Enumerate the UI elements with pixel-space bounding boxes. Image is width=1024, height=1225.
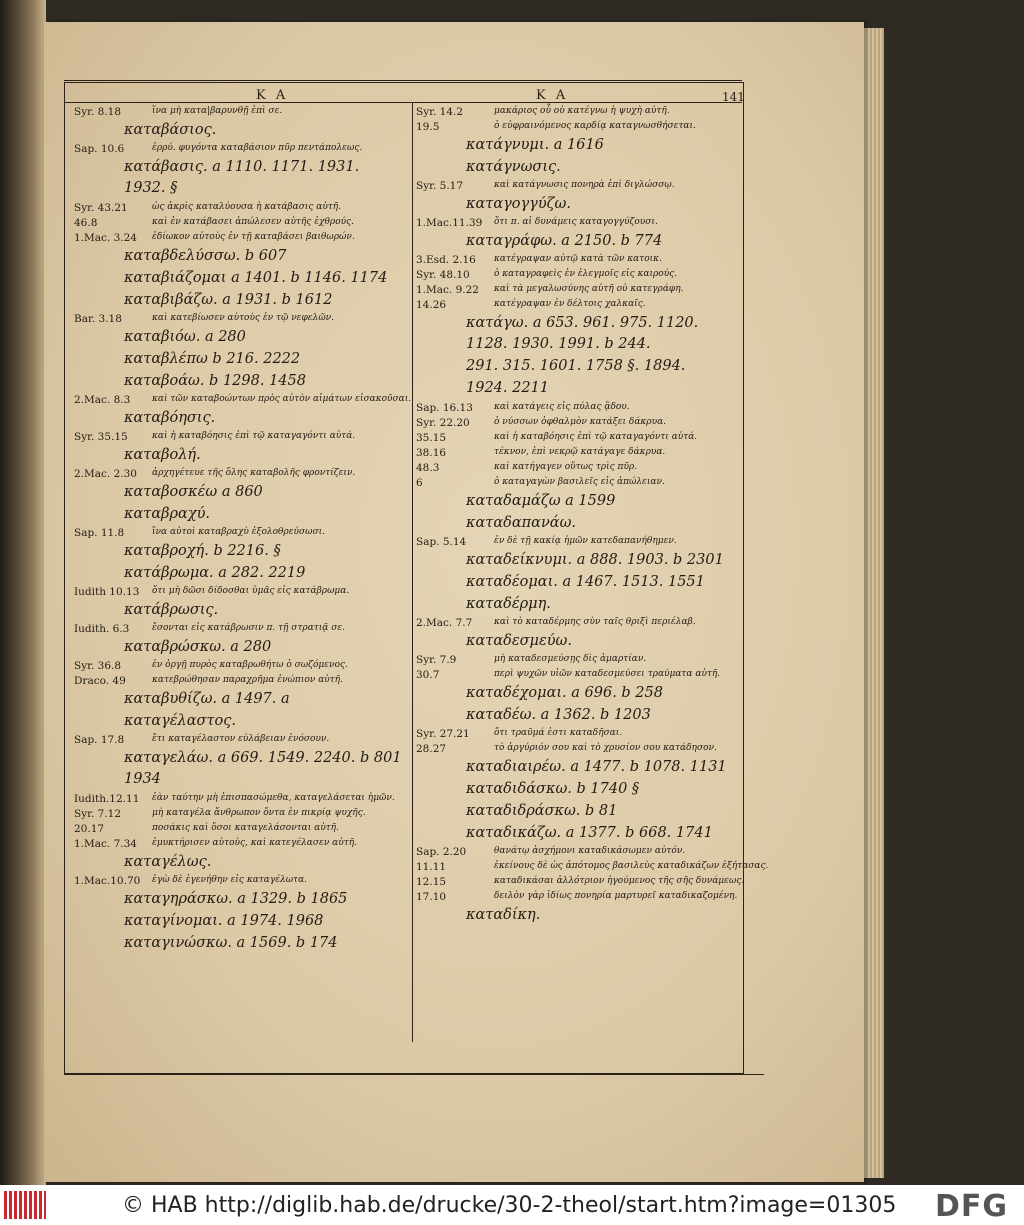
citation-row [74,734,410,749]
citation-row [416,861,769,876]
hab-logo-icon [4,1191,46,1219]
citation-row [74,394,410,409]
citation-row [416,477,742,492]
citation-row [416,669,742,684]
citation-text: ἐρρύ. φυγόντα καταβάσιον πῦρ πεντάπολεως. [152,143,363,153]
citation-text: μὴ καταγέλα ἄνθρωπον ὄντα ἐν πικρίᾳ ψυχῆς. [152,808,366,818]
lemma-text: καταγελάω. a 669. 1549. 2240. b 801 [124,750,402,766]
dfg-logo: DFG [935,1189,1009,1224]
citation-text: ἐν δὲ τῇ κακίᾳ ἡμῶν κατεδαπανήθημεν. [494,536,677,546]
citation-text: ὁ καταγραφεὶς ἐν ἐλεγμοῖς εἰς καιρούς. [494,269,678,279]
citation-reference: 48.3 [416,462,440,474]
citation-row [74,675,410,690]
citation-row [74,202,410,217]
lemma-text: 1128. 1930. 1991. b 244. [466,336,651,352]
right-header-title: K A [536,88,569,103]
lemma-text: καταδικάζω. a 1377. b 668. 1741 [466,825,713,841]
citation-text: ἐδίωκον αὐτοὺς ἐν τῇ καταβάσει βαιθωρών. [152,232,355,242]
lemma-text: 1924. 2211 [466,380,550,396]
lemma-entry [74,446,410,468]
citation-text: ὅτι τραῦμά ἐστι καταδῆσαι. [494,728,623,738]
citation-text: ὅτι μὴ δῶσι δίδοσθαι ὑμᾶς εἰς κατάβρωμα. [152,586,350,596]
lemma-entry [416,824,742,846]
lemma-text: καταγράφω. a 2150. b 774 [466,233,663,249]
header-rule [64,102,742,103]
lemma-text: καταβραχύ. [124,506,211,522]
lemma-text: καταγέλως. [124,854,212,870]
lemma-text: καταβδελύσσω. b 607 [124,248,287,264]
lemma-text: καταβροχή. b 2216. § [124,543,281,559]
lemma-text: καταβολή. [124,447,201,463]
citation-reference: Draco. 49 [74,675,126,687]
citation-reference: Syr. 35.15 [74,431,128,443]
citation-text: ἵνα μὴ κατα|βαρυνθῇ ἐπὶ σε. [152,106,283,116]
citation-reference: 1.Mac. 3.24 [74,232,137,244]
citation-row [416,743,742,758]
lemma-text: καταδιδράσκω. b 81 [466,803,618,819]
citation-reference: Syr. 22.20 [416,417,470,429]
lemma-entry [416,136,742,158]
lemma-text: κατάγνυμι. a 1616 [466,137,604,153]
lemma-entry [74,934,410,956]
citation-row [74,468,410,483]
lemma-entry [74,690,410,712]
citation-text: ὁ καταγαγὼν βασιλεῖς εἰς ἀπώλειαν. [494,477,665,487]
lemma-entry [416,232,742,254]
citation-reference: Syr. 5.17 [416,180,464,192]
citation-text: καὶ κατεβίωσεν αὐτοὺς ἐν τῷ νεφελῶν. [152,313,334,323]
lemma-text: καταδέω. a 1362. b 1203 [466,707,651,723]
lemma-text: καταβλέπω b 216. 2222 [124,351,301,367]
citation-text: ποσάκις καὶ ὅσοι καταγελάσονται αὐτῆ. [152,823,339,833]
lemma-entry [416,195,742,217]
citation-row [416,536,742,551]
citation-text: καταδικάσαι ἀλλότριον ἡγούμενος τῆς σῆς δυνάμεως. [494,876,745,886]
lemma-entry [416,514,742,536]
citation-reference: Iudith.12.11 [74,793,140,805]
lemma-text: κατάβρωμα. a 282. 2219 [124,565,306,581]
lemma-entry [416,802,742,824]
lemma-text: 1932. § [124,180,178,196]
lemma-text: καταβιόω. a 280 [124,329,246,345]
lemma-entry [416,906,742,928]
page-number: 141 [722,90,745,104]
citation-text: ἐκείνους δὲ ὡς ἀπότομος βασιλεὺς καταδικάζων ἐξήτασας. [494,861,769,871]
citation-reference: 2.Mac. 7.7 [416,617,473,629]
citation-reference: 19.5 [416,121,440,133]
lemma-text: κατάβρωσις. [124,602,219,618]
citation-row [416,891,742,906]
citation-text: κατέγραψαν αὐτῷ κατὰ τῶν κατοικ. [494,254,662,264]
citation-reference: 12.15 [416,876,447,888]
citation-row [416,462,742,477]
citation-row [416,402,742,417]
citation-text: ἐὰν ταύτην μὴ ἐπισπασώμεθα, καταγελάσεται ἡμῶν. [152,793,395,803]
lemma-text: καταδέρμη. [466,596,551,612]
bottom-rule [64,1074,764,1075]
lemma-entry [74,328,410,350]
citation-reference: 17.10 [416,891,447,903]
lemma-entry [74,372,410,394]
citation-reference: Sap. 5.14 [416,536,467,548]
citation-reference: Syr. 8.18 [74,106,122,118]
lemma-text: καταβοάω. b 1298. 1458 [124,373,306,389]
citation-row [74,660,410,675]
citation-row [74,106,410,121]
citation-text: ὁ εὐφραινόμενος καρδίᾳ καταγνωσθήσεται. [494,121,696,131]
scanned-page [44,22,864,1182]
citation-row [416,217,742,232]
citation-reference: 1.Mac.11.39 [416,217,483,229]
lemma-text: καταδιδάσκω. b 1740 § [466,781,640,797]
page-edges [862,28,884,1178]
citation-reference: 30.7 [416,669,440,681]
citation-reference: 20.17 [74,823,105,835]
citation-reference: Syr. 43.21 [74,202,128,214]
citation-text: καὶ κατάγεις εἰς πύλας ᾅδου. [494,402,630,412]
lemma-entry [74,601,410,623]
citation-reference: Sap. 17.8 [74,734,125,746]
lemma-text: καταβυθίζω. a 1497. a [124,691,290,707]
citation-row [416,617,742,632]
lemma-text: 291. 315. 1601. 1758 §. 1894. [466,358,686,374]
citation-text: καὶ ἐν κατάβασει ἀπώλεσεν αὐτῆς ἐχθρούς. [152,217,354,227]
lemma-text: καταγέλαστος. [124,713,236,729]
citation-row [74,808,410,823]
citation-text: περὶ ψυχῶν υἱῶν καταδεσμεύσει τραύματα αὐτῆ. [494,669,721,679]
lemma-entry [416,358,742,380]
lemma-entry [74,890,410,912]
citation-row [416,447,742,462]
citation-text: καὶ κατήγαγεν οὕτως τρὶς πῦρ. [494,462,638,472]
lemma-text: καταβόησις. [124,410,216,426]
citation-row [74,143,410,158]
citation-text: κατεβρώθησαν παραχρῆμα ἐνώπιον αὐτῆ. [152,675,343,685]
lemma-text: καταδαπανάω. [466,515,576,531]
citation-reference: Sap. 2.20 [416,846,467,858]
lemma-text: καταδέομαι. a 1467. 1513. 1551 [466,574,705,590]
top-rule [64,80,742,81]
lemma-entry [74,564,410,586]
citation-text: καὶ τῶν καταβοώντων πρὸς αὐτὸν αἱμάτων εἰσακοῦσαι. [152,394,412,404]
lemma-entry [74,269,410,291]
citation-text: καὶ τὸ καταδέρμης σὺν ταῖς θριξὶ περιέλαβ. [494,617,696,627]
citation-row [416,106,742,121]
lemma-entry [74,853,410,875]
lemma-text: κατάγνωσις. [466,159,561,175]
lemma-text: καταδέχομαι. a 696. b 258 [466,685,663,701]
lemma-text: καταβάσιος. [124,122,217,138]
lemma-text: καταγογγύζω. [466,196,571,212]
citation-reference: Iudith. 6.3 [74,623,130,635]
citation-reference: 38.16 [416,447,447,459]
citation-row [74,838,410,853]
lemma-entry [416,632,742,654]
lemma-entry [74,350,410,372]
citation-text: καὶ τὰ μεγαλωσύνης αὐτῆ οὐ κατεγράφη. [494,284,684,294]
citation-reference: Sap. 10.6 [74,143,125,155]
citation-reference: Sap. 11.8 [74,527,125,539]
lemma-text: κατάβασις. a 1110. 1171. 1931. [124,159,360,175]
lemma-text: καταδεσμεύω. [466,633,572,649]
lemma-entry [416,758,742,780]
lemma-entry [416,684,742,706]
lemma-entry [74,638,410,660]
citation-row [416,846,742,861]
citation-reference: Syr. 14.2 [416,106,464,118]
citation-reference: 2.Mac. 8.3 [74,394,131,406]
copyright-credit[interactable]: © HAB http://diglib.hab.de/drucke/30-2-theol/start.htm?image=01305 [122,1193,897,1218]
lemma-entry [416,780,742,802]
citation-text: δειλὸν γὰρ ἰδίως πονηρία μαρτυρεῖ καταδικαζομένη. [494,891,738,901]
citation-row [416,654,742,669]
lemma-entry [416,706,742,728]
citation-text: καὶ ἡ καταβόησις ἐπὶ τῷ καταγαγόντι αὐτά. [494,432,698,442]
citation-text: μακάριος οὗ οὐ κατέγνω ἡ ψυχὴ αὐτῆ. [494,106,670,116]
citation-row [74,623,410,638]
citation-text: ὡς ἀκρὶς καταλύουσα ἡ κατάβασις αὐτῆ. [152,202,342,212]
lemma-entry [416,336,742,358]
citation-text: ἐγὼ δὲ ἐγενήθην εἰς καταγέλωτα. [152,875,308,885]
lemma-text: καταβιάζομαι a 1401. b 1146. 1174 [124,270,388,286]
citation-reference: 2.Mac. 2.30 [74,468,137,480]
citation-row [74,431,410,446]
citation-text: καὶ ἡ καταβόησις ἐπὶ τῷ καταγαγόντι αὐτά. [152,431,356,441]
citation-reference: 11.11 [416,861,447,873]
citation-reference: 1.Mac.10.70 [74,875,141,887]
citation-row [74,313,410,328]
citation-text: κατέγραψαν ἐν δέλτοις χαλκαῖς. [494,299,646,309]
lemma-entry [74,247,410,269]
citation-text: θανάτῳ ἀσχήμονι καταδικάσωμεν αὐτόν. [494,846,686,856]
citation-reference: 6 [416,477,423,489]
citation-reference: Syr. 48.10 [416,269,470,281]
citation-row [416,432,742,447]
lemma-entry [74,912,410,934]
column-divider [412,102,413,1042]
left-header-title: K A [256,88,289,103]
citation-reference: Iudith 10.13 [74,586,140,598]
lemma-entry [416,595,742,617]
citation-text: τέκνον, ἐπὶ νεκρῷ κατάγαγε δάκρυα. [494,447,666,457]
citation-text: ὁ νύσσων ὀφθαλμὸν κατάξει δάκρυα. [494,417,667,427]
lemma-entry [74,542,410,564]
citation-reference: 28.27 [416,743,447,755]
citation-row [416,299,742,314]
citation-row [416,284,742,299]
lemma-text: κατάγω. a 653. 961. 975. 1120. [466,315,699,331]
lemma-entry [74,749,410,771]
lemma-text: καταδείκνυμι. a 888. 1903. b 2301 [466,552,724,568]
citation-row [74,527,410,542]
citation-text: ἔτι καταγέλαστον εὐλάβειαν ἐνόσουν. [152,734,330,744]
lemma-entry [74,505,410,527]
citation-text: μὴ καταδεσμεύσῃς δὶς ἁμαρτίαν. [494,654,647,664]
left-column [74,106,410,956]
lemma-entry [74,771,410,793]
citation-row [74,586,410,601]
citation-row [416,417,742,432]
citation-text: ἐν ὀργῇ πυρὸς καταβρωθήτω ὁ σωζόμενος. [152,660,348,670]
lemma-entry [416,573,742,595]
lemma-entry [74,409,410,431]
book-spine [0,0,46,1185]
citation-row [416,876,745,891]
citation-reference: Sap. 16.13 [416,402,473,414]
citation-reference: 14.26 [416,299,447,311]
citation-text: ἐμυκτήρισεν αὐτοὺς, καὶ κατεγέλασεν αὐτῆ. [152,838,357,848]
lemma-entry [74,483,410,505]
lemma-entry [416,492,742,514]
lemma-entry [416,380,742,402]
citation-reference: 3.Esd. 2.16 [416,254,476,266]
citation-reference: Syr. 7.9 [416,654,457,666]
lemma-text: καταδίκη. [466,907,541,923]
citation-reference: 35.15 [416,432,447,444]
citation-reference: Bar. 3.18 [74,313,122,325]
lemma-text: καταβρώσκω. a 280 [124,639,272,655]
lemma-entry [416,158,742,180]
lemma-entry [74,121,410,143]
citation-row [416,121,742,136]
citation-text: ἀρχηγέτευε τῆς ὅλης καταβολῆς φροντίζειν. [152,468,356,478]
citation-reference: 46.8 [74,217,98,229]
lemma-entry [74,180,410,202]
lemma-text: καταβιβάζω. a 1931. b 1612 [124,292,333,308]
citation-reference: 1.Mac. 7.34 [74,838,137,850]
lemma-text: καταδιαιρέω. a 1477. b 1078. 1131 [466,759,727,775]
lemma-entry [74,291,410,313]
citation-reference: Syr. 7.12 [74,808,122,820]
citation-row [74,232,410,247]
lemma-text: καταδαμάζω a 1599 [466,493,616,509]
citation-row [74,217,410,232]
citation-row [74,793,410,808]
lemma-entry [74,158,410,180]
citation-row [74,875,410,890]
citation-text: τὸ ἀργύριόν σου καὶ τὸ χρυσίον σου κατάδησον. [494,743,717,753]
citation-reference: Syr. 36.8 [74,660,122,672]
lemma-entry [416,551,742,573]
lemma-text: καταγίνομαι. a 1974. 1968 [124,913,324,929]
citation-reference: Syr. 27.21 [416,728,470,740]
footer-bar [0,1185,1024,1225]
right-column [416,106,769,928]
lemma-text: 1934 [124,771,161,787]
citation-row [416,180,742,195]
citation-row [416,254,742,269]
citation-text: καὶ κατάγνωσις πονηρὰ ἐπὶ διγλώσσῳ. [494,180,675,190]
lemma-text: καταγινώσκω. a 1569. b 174 [124,935,338,951]
citation-text: ὅτι π. αἱ δυνάμεις καταγογγύζουσι. [494,217,658,227]
citation-row [416,269,742,284]
citation-text: ἔσονται εἰς κατάβρωσιν π. τῇ στρατιᾷ σε. [152,623,346,633]
citation-row [416,728,742,743]
lemma-text: καταγηράσκω. a 1329. b 1865 [124,891,348,907]
lemma-entry [74,712,410,734]
lemma-text: καταβοσκέω a 860 [124,484,263,500]
citation-row [74,823,410,838]
citation-text: ἵνα αὐτοὶ καταβραχὺ ἐξολοθρεύσωσι. [152,527,326,537]
lemma-entry [416,314,742,336]
citation-reference: 1.Mac. 9.22 [416,284,479,296]
